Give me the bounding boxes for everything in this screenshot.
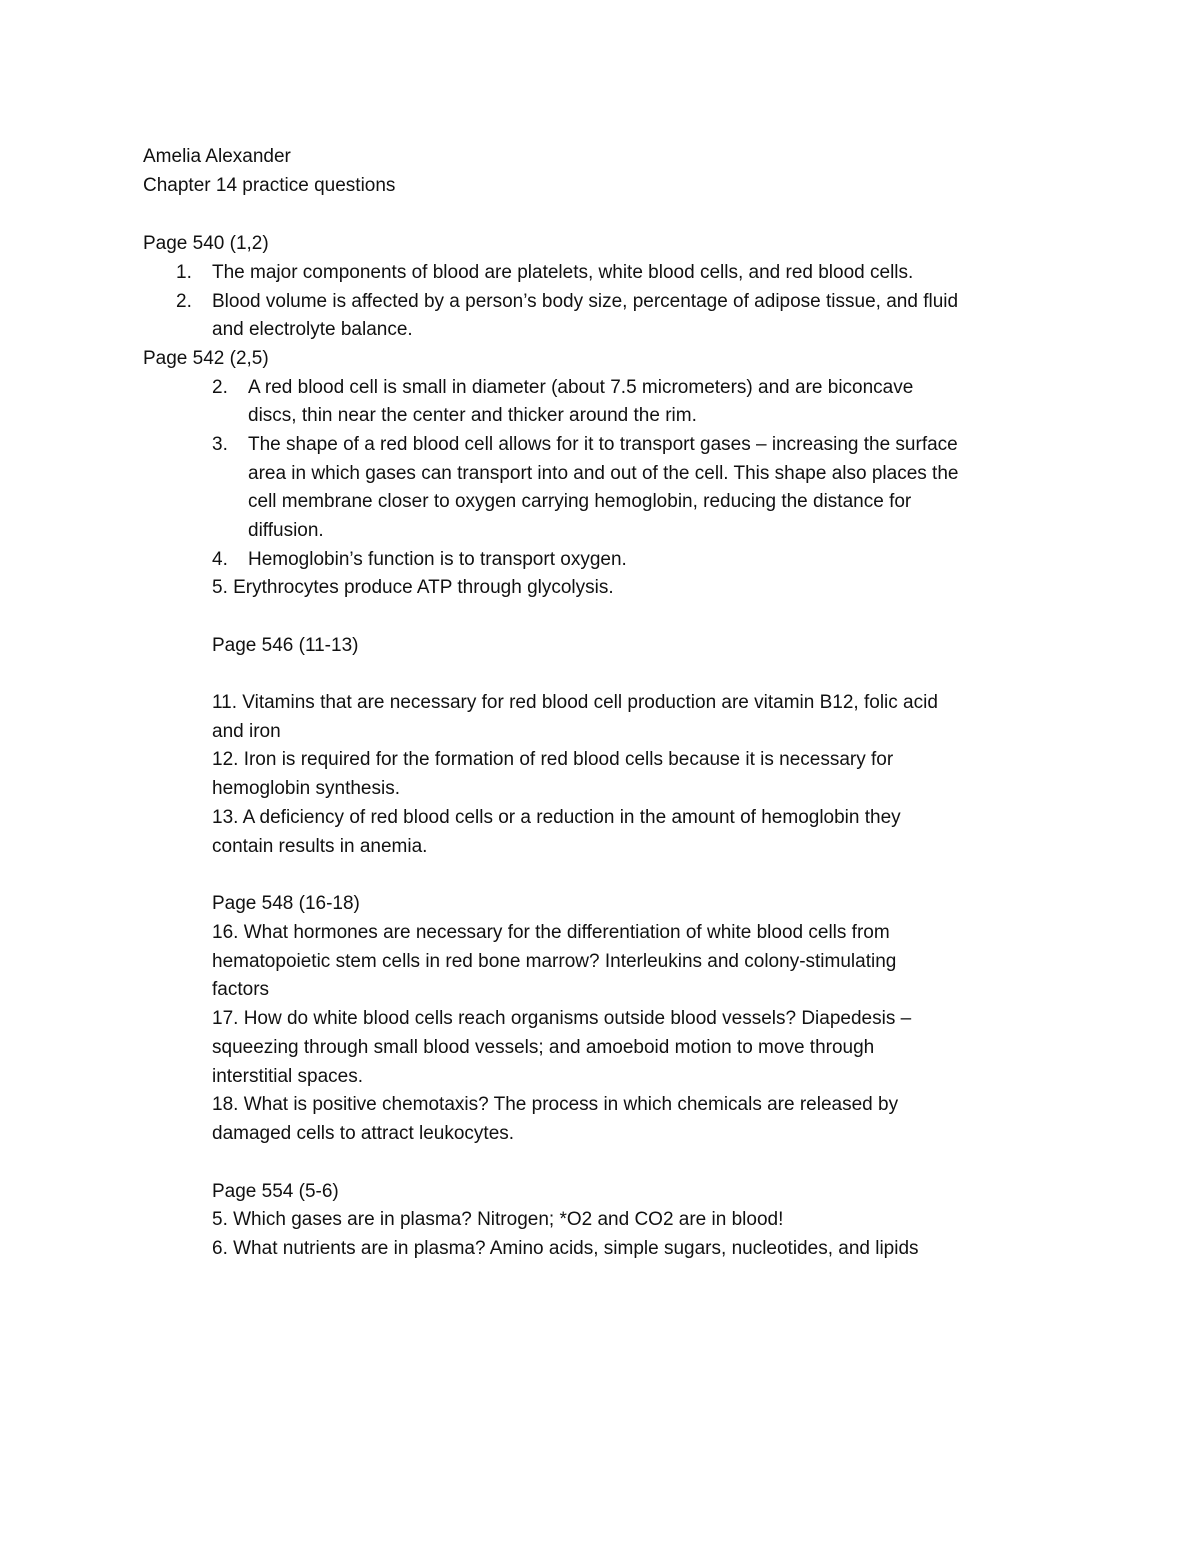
list-item-continued: and electrolyte balance.: [212, 319, 413, 340]
answer-line: factors: [212, 979, 270, 1000]
author-name: Amelia Alexander: [143, 146, 291, 167]
section-heading-554: Page 554 (5-6): [212, 1181, 339, 1202]
list-item: A red blood cell is small in diameter (about 7.5 micrometers) and are biconcave: [248, 377, 914, 398]
list-item-continued: discs, thin near the center and thicker around the rim.: [248, 405, 697, 426]
answer-line: contain results in anemia.: [212, 836, 428, 857]
list-number: 2.: [176, 291, 192, 312]
answer-line: squeezing through small blood vessels; and amoeboid motion to move through: [212, 1037, 875, 1058]
list-item: The major components of blood are platelets, white blood cells, and red blood cells.: [212, 262, 914, 283]
list-item: The shape of a red blood cell allows for it to transport gases – increasing the surface: [248, 434, 958, 455]
answer-line: 12. Iron is required for the formation of red blood cells because it is necessary for: [212, 749, 894, 770]
answer-line: 13. A deficiency of red blood cells or a reduction in the amount of hemoglobin they: [212, 807, 901, 828]
answer-line: damaged cells to attract leukocytes.: [212, 1123, 515, 1144]
answer-line: 11. Vitamins that are necessary for red blood cell production are vitamin B12, folic acid: [212, 692, 938, 713]
list-number: 1.: [176, 262, 192, 283]
section-heading-548: Page 548 (16-18): [212, 893, 360, 914]
answer-line: 17. How do white blood cells reach organisms outside blood vessels? Diapedesis –: [212, 1008, 912, 1029]
section-heading-540: Page 540 (1,2): [143, 233, 269, 254]
list-item: Blood volume is affected by a person’s body size, percentage of adipose tissue, and fluid: [212, 291, 959, 312]
list-item: 5. Erythrocytes produce ATP through glycolysis.: [212, 577, 614, 598]
list-item-continued: cell membrane closer to oxygen carrying hemoglobin, reducing the distance for: [248, 491, 912, 512]
section-heading-546: Page 546 (11-13): [212, 635, 359, 656]
list-item: Hemoglobin’s function is to transport oxygen.: [248, 549, 627, 570]
list-number: 3.: [212, 434, 228, 455]
answer-line: hemoglobin synthesis.: [212, 778, 400, 799]
document-title: Chapter 14 practice questions: [143, 175, 396, 196]
answer-line: 16. What hormones are necessary for the differentiation of white blood cells from: [212, 922, 890, 943]
answer-line: 18. What is positive chemotaxis? The process in which chemicals are released by: [212, 1094, 899, 1115]
answer-line: interstitial spaces.: [212, 1066, 364, 1087]
answer-line: 6. What nutrients are in plasma? Amino acids, simple sugars, nucleotides, and lipids: [212, 1238, 919, 1259]
answer-line: and iron: [212, 721, 281, 742]
list-item-continued: area in which gases can transport into and out of the cell. This shape also places the: [248, 463, 959, 484]
list-item-continued: diffusion.: [248, 520, 324, 541]
list-number: 2.: [212, 377, 228, 398]
answer-line: 5. Which gases are in plasma? Nitrogen; *O2 and CO2 are in blood!: [212, 1209, 784, 1230]
section-heading-542: Page 542 (2,5): [143, 348, 269, 369]
answer-line: hematopoietic stem cells in red bone marrow? Interleukins and colony-stimulating: [212, 951, 897, 972]
list-number: 4.: [212, 549, 228, 570]
